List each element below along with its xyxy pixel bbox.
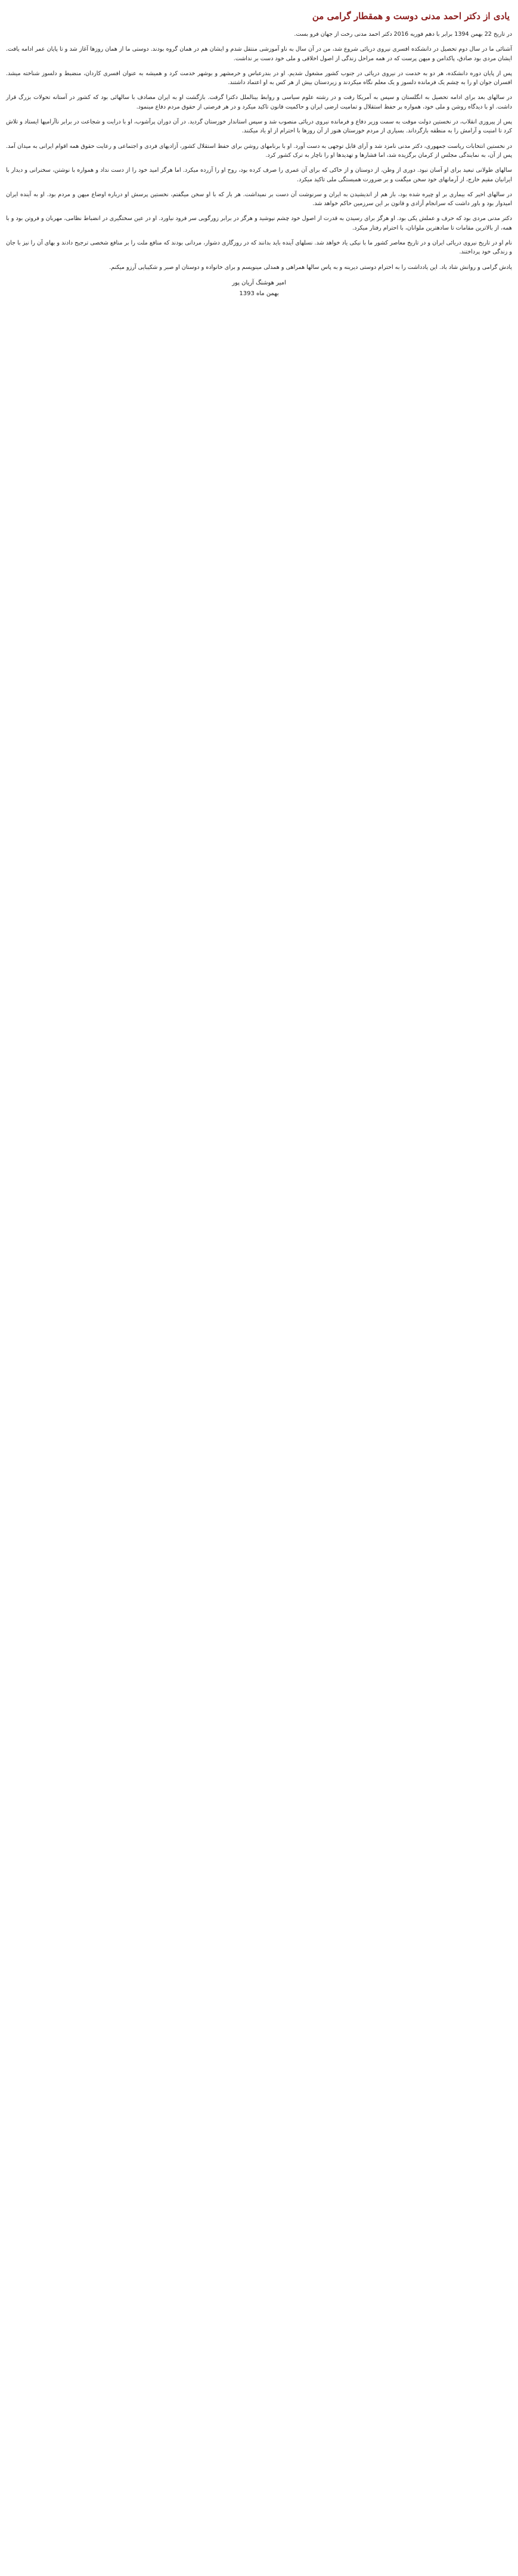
article-paragraph: پس از پیروزی انقلاب، در نخستین دولت موقت به سمت وزیر دفاع و فرمانده نیروی دریائی منصوب شد و سپس استاندار خوزستان گردید. در آن دوران پرآشوب، او با درایت و شجاعت در برابر ناآرامیها ایستاد و تلاش کرد تا امنیت و آرامش را به منطقه بازگرداند. بسیاری از مردم خوزستان هنوز از آن روزها با احترام از او یاد میکنند. bbox=[6, 119, 512, 135]
author-name: امیر هوشنگ آریان پور bbox=[232, 279, 286, 286]
article-paragraph: در نخستین انتخابات ریاست جمهوری، دکتر مدنی نامزد شد و آرای قابل توجهی به دست آورد. او با برنامهای روشن برای حفظ استقلال کشور، آزادیهای فردی و اجتماعی و رعایت حقوق همه اقوام ایرانی به میدان آمد. پس از آن، به نمایندگی مجلس از کرمان برگزیده شد، اما فشارها و تهدیدها او را ناچار به ترک کشور کرد. bbox=[6, 143, 512, 159]
article-paragraph: نام او در تاریخ نیروی دریائی ایران و در تاریخ معاصر کشور ما با نیکی یاد خواهد شد. نسلهای آینده باید بدانند که در روزگاری دشوار، مردانی بودند که منافع ملت را بر منافع شخصی ترجیح دادند و بهای آن را نیز با جان و زندگی خود پرداختند. bbox=[6, 240, 512, 256]
article-body bbox=[6, 30, 512, 272]
article-paragraph: دکتر مدنی مردی بود که حرف و عملش یکی بود. او هرگز برای رسیدن به قدرت از اصول خود چشم نپوشید و هرگز در برابر زورگویی سر فرود نیاورد. او در عین سختگیری در انضباط نظامی، مهربان و فروتن بود و با همه، از بالاترین مقامات تا سادهترین ملوانان، با احترام رفتار میکرد. bbox=[6, 215, 512, 231]
page-title: یادی از دکتر احمد مدنی دوست و همقطار گرامی من bbox=[312, 11, 510, 21]
article-paragraph: آشنائی ما در سال دوم تحصیل در دانشکده افسری نیروی دریائی شروع شد، من در آن سال به ناو آموزشی منتقل شدم و ایشان هم در همان گروه بودند. دوستی ما از همان روزها آغاز شد و تا پایان عمر ادامه یافت. ایشان مردی بود صادق، پاکدامن و میهن پرست که در همه مراحل زندگی از اصول اخلاقی و ملی خود دست بر نداشت. bbox=[6, 46, 512, 62]
article-paragraph: یادش گرامی و روانش شاد باد. این یادداشت را به احترام دوستی دیرینه و به پاس سالها همراهی و همدلی مینویسم و برای خانواده و دوستان او صبر و شکیبایی آرزو میکنم. bbox=[109, 264, 512, 271]
article-paragraph: پس از پایان دوره دانشکده، هر دو به خدمت در نیروی دریائی در جنوب کشور مشغول شدیم. او در بندرعباس و خرمشهر و بوشهر خدمت کرد و همیشه به عنوان افسری کاردان، منضبط و دلسوز شناخته میشد. افسران جوان او را به چشم یک فرمانده دلسوز و یک معلم نگاه میکردند و زیردستان بیش از هر کس به او اعتماد داشتند. bbox=[6, 70, 512, 86]
article-paragraph: در سالهای بعد برای ادامه تحصیل به انگلستان و سپس به آمریکا رفت و در رشته علوم سیاسی و روابط بینالملل دکترا گرفت. بازگشت او به ایران مصادف با سالهائی بود که کشور در آستانه تحولات بزرگ قرار داشت. او با دیدگاه روشن و ملی خود، همواره بر حفظ استقلال و تمامیت ارضی ایران و حاکمیت قانون تاکید میکرد و در هر فرصتی از حقوق مردم دفاع مینمود. bbox=[6, 94, 512, 110]
page bbox=[0, 0, 518, 299]
article-paragraph: در تاریخ 22 بهمن 1394 برابر با دهم فوریه 2016 دکتر احمد مدنی رخت از جهان فرو بست. bbox=[294, 31, 512, 38]
article-paragraph: در سالهای اخیر که بیماری بر او چیره شده بود، باز هم از اندیشیدن به ایران و سرنوشت آن دست بر نمیداشت. هر بار که با او سخن میگفتم، نخستین پرسش او درباره اوضاع میهن و مردم بود. او به آینده ایران امیدوار بود و باور داشت که سرانجام آزادی و قانون بر این سرزمین حاکم خواهد شد. bbox=[6, 191, 512, 208]
article-paragraph: سالهای طولانی تبعید برای او آسان نبود. دوری از وطن، از دوستان و از خاکی که برای آن عمری را صرف کرده بود، روح او را آزرده میکرد. اما هرگز امید خود را از دست نداد و همواره با نوشتن، سخنرانی و دیدار با ایرانیان مقیم خارج، از آرمانهای خود سخن میگفت و بر ضرورت همبستگی ملی تاکید میکرد. bbox=[6, 167, 512, 183]
signature-block bbox=[6, 278, 512, 299]
article-date: بهمن ماه 1393 bbox=[239, 290, 279, 297]
